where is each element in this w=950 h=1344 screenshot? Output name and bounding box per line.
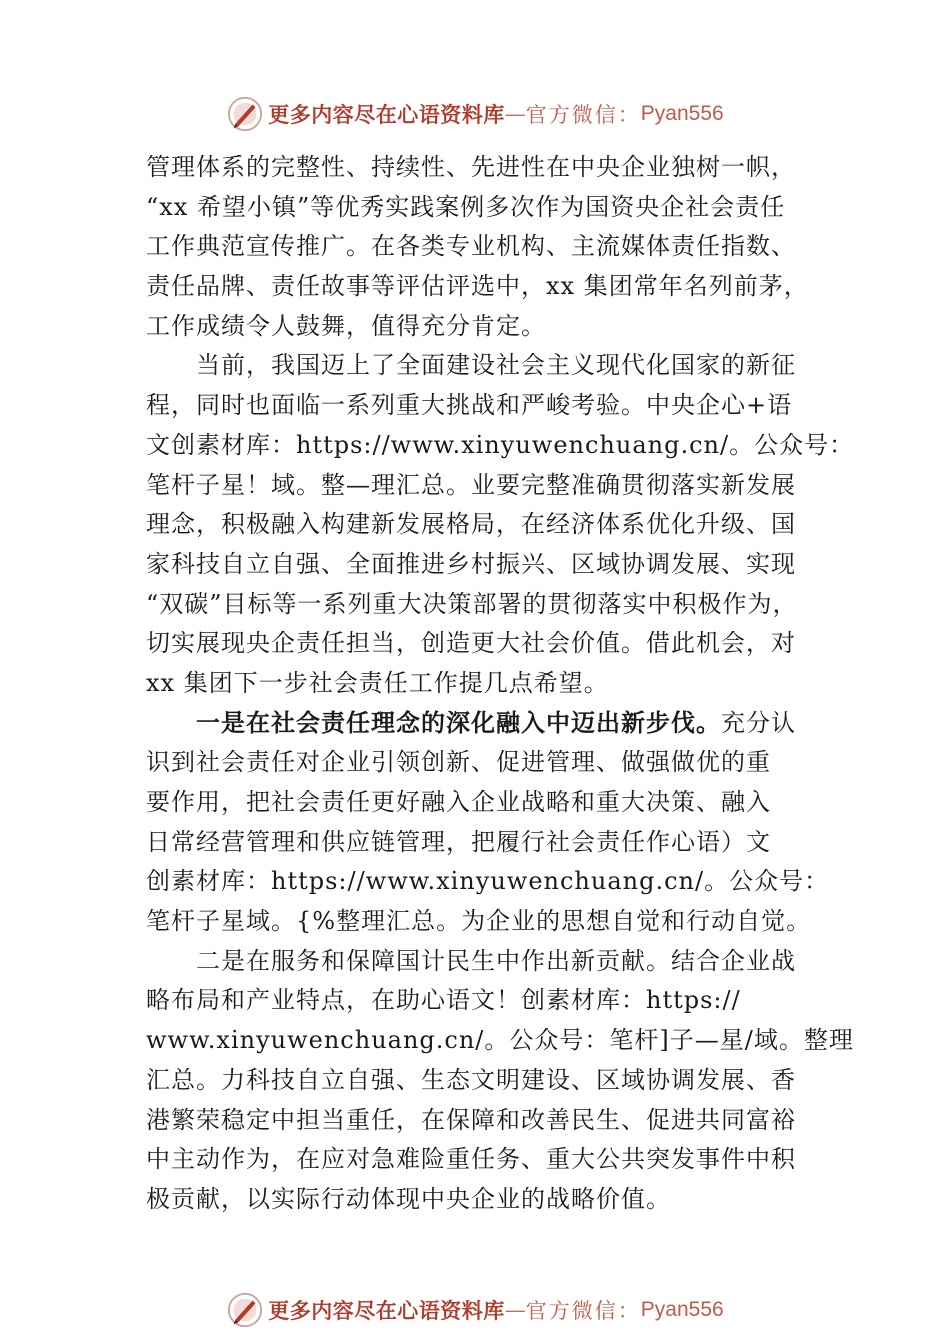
banner-dash: —: [504, 1298, 526, 1322]
text-line: 识到社会责任对企业引领创新、促进管理、做强做优的重: [146, 748, 771, 777]
text-line: 家科技自立自强、全面推进乡村振兴、区域协调发展、实现: [146, 549, 796, 578]
text-line: 笔杆子星！域。整—理汇总。业要完整准确贯彻落实新发展: [146, 470, 796, 499]
document-body: [146, 148, 855, 1220]
text-line: xx 集团下一步社会责任工作提几点希望。: [146, 668, 609, 697]
text-line: 二是在服务和保障国计民生中作出新贡献。结合企业战: [196, 946, 796, 975]
banner-wechat-id: Pyan556: [640, 1298, 724, 1321]
text-line: 创素材库：https://www.xinyuwenchuang.cn/。公众号：: [146, 867, 830, 896]
text-line: 极贡献，以实际行动体现中央企业的战略价值。: [146, 1184, 671, 1213]
text-line: 管理体系的完整性、持续性、先进性在中央企业独树一帜，: [146, 153, 796, 181]
text-line: 文创素材库：https://www.xinyuwenchuang.cn/。公众号：: [146, 430, 855, 459]
banner-wechat-label: 官方微信：: [525, 103, 641, 127]
text-line: 当前，我国迈上了全面建设社会主义现代化国家的新征: [196, 351, 796, 380]
text-line: 切实展现央企责任担当，创造更大社会价值。借此机会，对: [146, 629, 796, 658]
banner-wechat-id: Pyan556: [640, 102, 724, 125]
pen-writing-logo-icon: [226, 1291, 264, 1329]
text-line: 略布局和产业特点，在助心语文！创素材库：https://: [146, 986, 741, 1015]
text-line: 责任品牌、责任故事等评估评选中，xx 集团常年名列前茅，: [146, 272, 809, 301]
text-line: [146, 704, 816, 744]
text-line: 要作用，把社会责任更好融入企业战略和重大决策、融入: [146, 788, 771, 816]
text-line: 程，同时也面临一系列重大挑战和严峻考验。中央企心+语: [146, 391, 793, 420]
text-line: 理念，积极融入构建新发展格局，在经济体系优化升级、国: [146, 510, 796, 539]
text-line: 港繁荣稳定中担当重任，在保障和改善民生、促进共同富裕: [146, 1105, 796, 1134]
header-banner: [0, 92, 950, 136]
text-line: 中主动作为，在应对急难险重任务、重大公共突发事件中积: [146, 1145, 796, 1174]
text-line: “xx 希望小镇”等优秀实践案例多次作为国资央企社会责任: [146, 192, 786, 221]
section-heading-1: 一是在社会责任理念的深化融入中迈出新步伐。: [196, 708, 721, 737]
text-fragment: 充分认: [721, 708, 796, 737]
text-line: 汇总。力科技自立自强、生态文明建设、区域协调发展、香: [146, 1065, 796, 1094]
text-line: 日常经营管理和供应链管理，把履行社会责任作心语）文: [146, 827, 771, 856]
text-line: www.xinyuwenchuang.cn/。公众号：笔杆]子—星/域。整理: [146, 1026, 854, 1055]
banner-site-text: 更多内容尽在心语资料库: [268, 102, 505, 127]
text-line: “双碳”目标等一系列重大决策部署的贯彻落实中积极作为，: [146, 589, 798, 618]
text-line: 笔杆子星域。{%整理汇总。为企业的思想自觉和行动自觉。: [146, 907, 812, 936]
banner-dash: —: [504, 102, 526, 126]
text-line: 工作典范宣传推广。在各类专业机构、主流媒体责任指数、: [146, 232, 796, 261]
text-line: 工作成绩令人鼓舞，值得充分肯定。: [146, 311, 546, 340]
banner-wechat-label: 官方微信：: [525, 1299, 641, 1323]
banner-site-text: 更多内容尽在心语资料库: [268, 1298, 505, 1323]
pen-writing-logo-icon: [226, 95, 264, 133]
footer-banner: [0, 1288, 950, 1332]
